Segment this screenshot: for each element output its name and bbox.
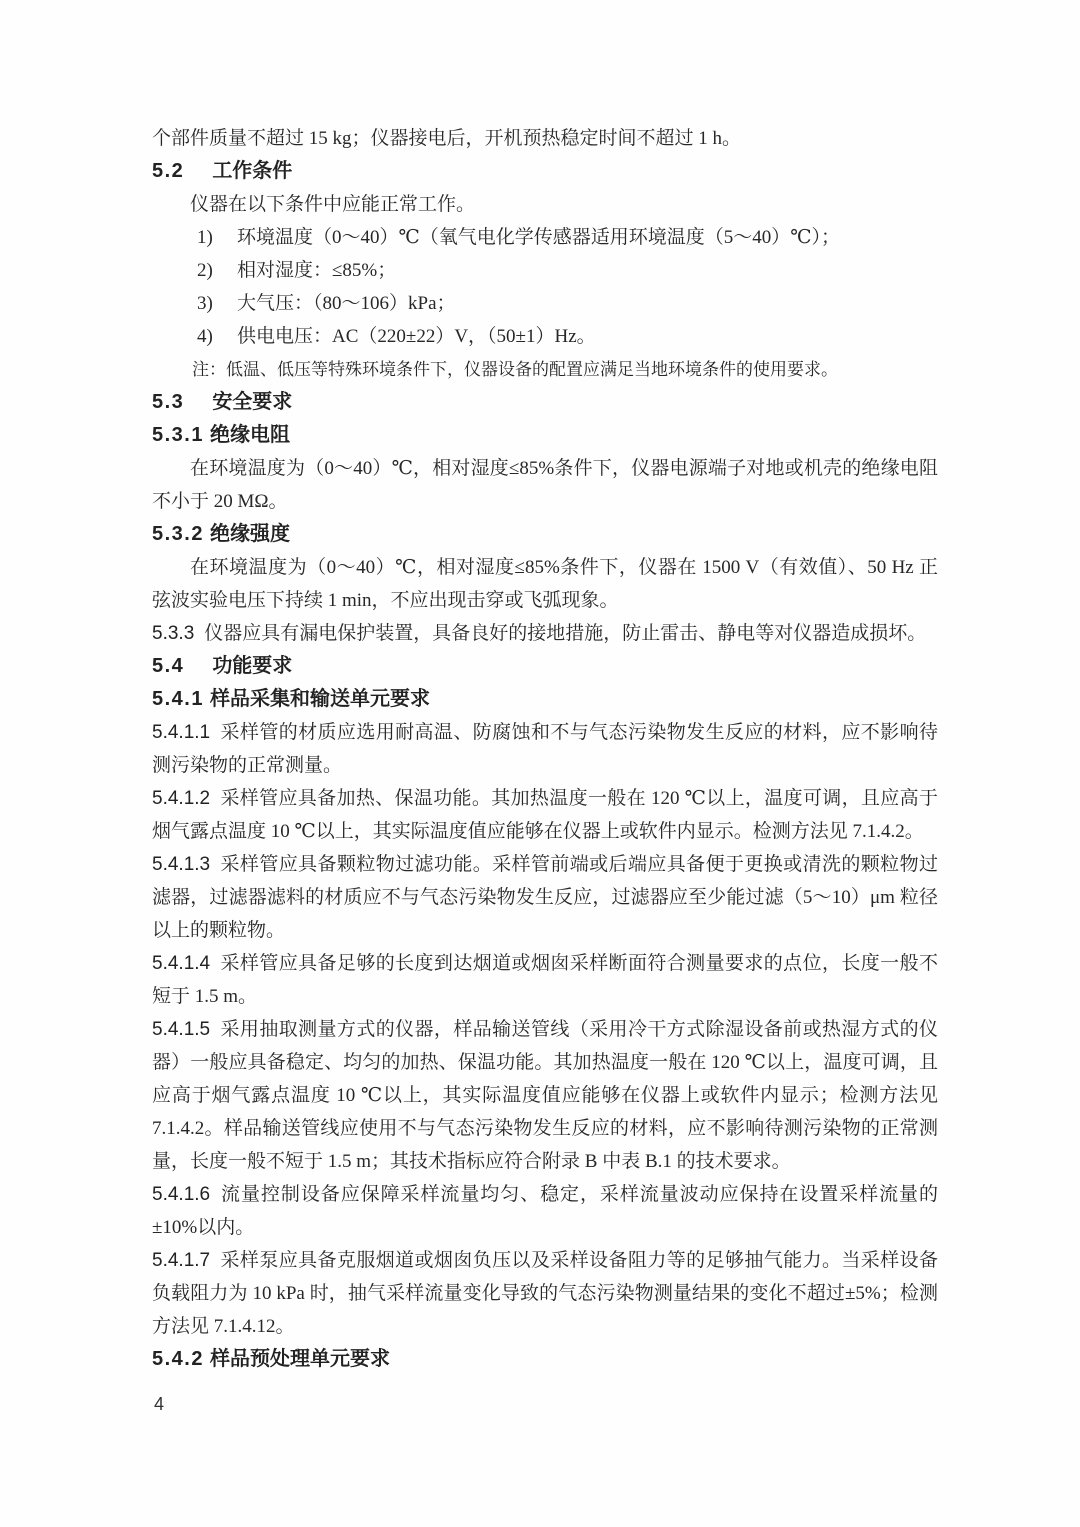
clause-text: 仪器应具有漏电保护装置，具备良好的接地措施，防止雷击、静电等对仪器造成损坏。 — [204, 623, 927, 644]
clause-number: 5.4.1.6 — [152, 1184, 211, 1205]
clause-5-4-1-6 — [152, 1178, 938, 1244]
clause-number: 5.4.1.3 — [152, 854, 211, 875]
heading-number: 5.4 — [152, 655, 185, 677]
heading-title: 功能要求 — [212, 655, 293, 677]
heading-5-4-1 — [152, 683, 938, 716]
insulation-strength-paragraph: 在环境温度为（0～40）℃，相对湿度≤85%条件下，仪器在 1500 V（有效值）、50 Hz 正弦波实验电压下持续 1 min，不应出现击穿或飞弧现象。 — [152, 557, 938, 611]
heading-number: 5.3.2 — [152, 523, 204, 545]
heading-number: 5.4.1 — [152, 688, 204, 710]
clause-text: 采样泵应具备克服烟道或烟囱负压以及采样设备阻力等的足够抽气能力。当采样设备负载阻力为 10 kPa 时，抽气采样流量变化导致的气态污染物测量结果的变化不超过±5%；检测方法见 7.1.4.12。 — [152, 1250, 938, 1337]
heading-title: 样品采集和输送单元要求 — [209, 688, 430, 710]
list-item-number: 3) — [197, 293, 213, 314]
heading-number: 5.2 — [152, 160, 185, 182]
page-content — [152, 122, 938, 1376]
heading-5-4-2 — [152, 1343, 938, 1376]
list-item-number: 1) — [197, 227, 213, 248]
clause-5-4-1-2 — [152, 782, 938, 848]
clause-5-4-1-1 — [152, 716, 938, 782]
note-label: 注： — [192, 360, 226, 379]
clause-text: 采样管的材质应选用耐高温、防腐蚀和不与气态污染物发生反应的材料，应不影响待测污染物的正常测量。 — [152, 722, 938, 776]
list-item-text: 环境温度（0～40）℃（氧气电化学传感器适用环境温度（5～40）℃）； — [237, 227, 841, 248]
work-conditions-intro: 仪器在以下条件中应能正常工作。 — [190, 194, 476, 215]
heading-5-2 — [152, 155, 938, 188]
clause-text: 采样管应具备加热、保温功能。其加热温度一般在 120 ℃以上，温度可调，且应高于烟气露点温度 10 ℃以上，其实际温度值应能够在仪器上或软件内显示。检测方法见 7.1.4.2。 — [152, 788, 938, 842]
clause-text: 采样管应具备颗粒物过滤功能。采样管前端或后端应具备便于更换或清洗的颗粒物过滤器，过滤器滤料的材质应不与气态污染物发生反应，过滤器应至少能过滤（5～10）μm 粒径以上的颗粒物。 — [152, 854, 938, 941]
heading-5-3 — [152, 386, 938, 419]
clause-number: 5.4.1.5 — [152, 1019, 211, 1040]
clause-5-4-1-5 — [152, 1013, 938, 1178]
clause-5-4-1-7 — [152, 1244, 938, 1343]
clause-number: 5.4.1.7 — [152, 1250, 211, 1271]
list-item-number: 2) — [197, 260, 213, 281]
continuation-paragraph: 个部件质量不超过 15 kg；仪器接电后，开机预热稳定时间不超过 1 h。 — [152, 128, 742, 149]
clause-text: 流量控制设备应保障采样流量均匀、稳定，采样流量波动应保持在设置采样流量的±10%以内。 — [152, 1184, 938, 1238]
heading-title: 安全要求 — [212, 391, 293, 413]
list-item-text: 供电电压：AC（220±22）V，（50±1）Hz。 — [237, 326, 596, 347]
clause-5-4-1-3 — [152, 848, 938, 947]
clause-number: 5.4.1.1 — [152, 722, 211, 743]
insulation-resistance-paragraph: 在环境温度为（0～40）℃，相对湿度≤85%条件下，仪器电源端子对地或机壳的绝缘电阻不小于 20 MΩ。 — [152, 458, 938, 512]
heading-title: 绝缘电阻 — [209, 424, 290, 446]
clause-number: 5.4.1.4 — [152, 953, 211, 974]
note-text: 低温、低压等特殊环境条件下，仪器设备的配置应满足当地环境条件的使用要求。 — [226, 360, 838, 379]
condition-item-4 — [152, 320, 938, 353]
heading-5-3-1 — [152, 419, 938, 452]
list-item-number: 4) — [197, 326, 213, 347]
list-item-text: 相对湿度：≤85%； — [237, 260, 397, 281]
list-item-text: 大气压：（80～106）kPa； — [237, 293, 456, 314]
heading-5-3-2 — [152, 518, 938, 551]
heading-number: 5.4.2 — [152, 1348, 204, 1370]
clause-5-3-3 — [152, 617, 938, 650]
heading-5-4 — [152, 650, 938, 683]
heading-title: 样品预处理单元要求 — [209, 1348, 390, 1370]
heading-number: 5.3.1 — [152, 424, 204, 446]
clause-text: 采用抽取测量方式的仪器，样品输送管线（采用冷干方式除湿设备前或热湿方式的仪器）一般应具备稳定、均匀的加热、保温功能。其加热温度一般在 120 ℃以上，温度可调，且应高于烟气露点温度 10 ℃以上，其实际温度值应能够在仪器上或软件内显示；检测方法见 7.1.4.2。样品输送管线应使用不与气态污染物发生反应的材料，应不影响待测污染物的正常测量，长度一般不短于 1.5 m；其技术指标应符合附录 B 中表 B.1 的技术要求。 — [152, 1019, 938, 1172]
condition-item-1 — [152, 221, 938, 254]
clause-text: 采样管应具备足够的长度到达烟道或烟囱采样断面符合测量要求的点位，长度一般不短于 1.5 m。 — [152, 953, 938, 1007]
heading-title: 工作条件 — [212, 160, 293, 182]
condition-item-2 — [152, 254, 938, 287]
heading-title: 绝缘强度 — [209, 523, 290, 545]
clause-5-4-1-4 — [152, 947, 938, 1013]
condition-item-3 — [152, 287, 938, 320]
clause-number: 5.4.1.2 — [152, 788, 211, 809]
note-line — [152, 353, 938, 386]
page-number: 4 — [154, 1394, 165, 1414]
clause-number: 5.3.3 — [152, 623, 195, 644]
heading-number: 5.3 — [152, 391, 185, 413]
